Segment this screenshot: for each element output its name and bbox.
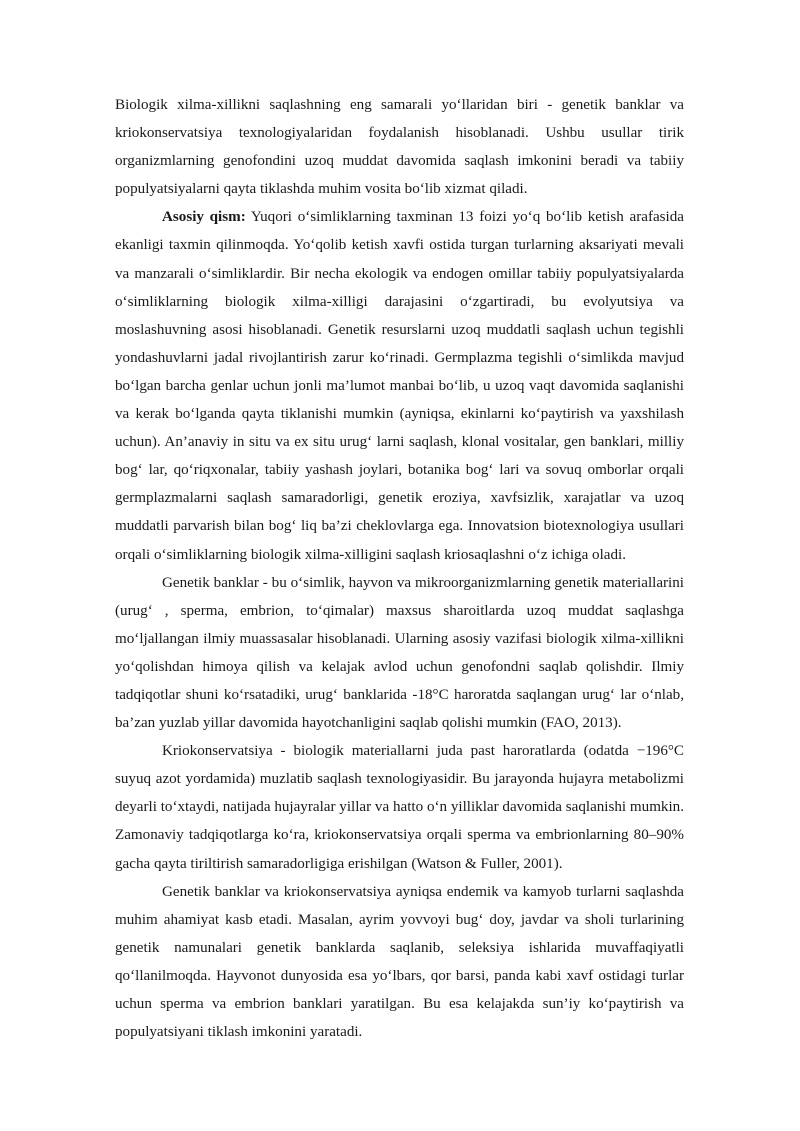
paragraph-genetic-banks-text: Genetik banklar - bu o‘simlik, hayvon va mikroorganizmlarning genetik materiallarini (urug‘ , sperma, embrion, to‘qimalar) maxsus sharoitlarda uzoq muddat saqlashga mo‘ljallangan ilmiy muassasalar hisoblanadi. Ularning asosiy vazifasi biologik xilma-xillikni yo‘qolishdan himoya qilish va kelajak avlod uchun genofondni saqlab qolishdir. Ilmiy tadqiqotlar shuni ko‘rsatadiki, urug‘ banklarida -18°C haroratda saqlangan urug‘ lar o‘nlab, ba’zan yuzlab yillar davomida hayotchanligini saqlab qolishi mumkin (FAO, 2013).	[115, 574, 684, 732]
paragraph-endemic-species-text: Genetik banklar va kriokonservatsiya ayniqsa endemik va kamyob turlarni saqlashda muhim ahamiyat kasb etadi. Masalan, ayrim yovvoyi bug‘ doy, javdar va sholi turlarining genetik namunalari genetik banklarda saqlanib, seleksiya ishlarida muvaffaqiyatli qo‘llanilmoqda. Hayvonot dunyosida esa yo‘lbars, qor barsi, panda kabi xavf ostidagi turlar uchun sperma va embrion banklari yaratilgan. Bu esa kelajakda sun’iy ko‘paytirish va populyatsiyani tiklash imkonini yaratadi.	[115, 883, 684, 1041]
section-lead-label: Asosiy qism:	[162, 209, 246, 226]
paragraph-cryoconservation-text: Kriokonservatsiya - biologik materiallarni juda past haroratlarda (odatda −196°C suyuq azot yordamida) muzlatib saqlash texnologiyasidir. Bu jarayonda hujayra metabolizmi deyarli to‘xtaydi, natijada hujayralar yillar va hatto o‘n yilliklar davomida saqlanishi mumkin. Zamonaviy tadqiqotlarga ko‘ra, kriokonservatsiya orqali sperma va embrionlarning 80–90% gacha qayta tiriltirish samaradorligiga erishilgan (Watson & Fuller, 2001).	[115, 743, 684, 872]
paragraph-intro-text: Biologik xilma-xillikni saqlashning eng samarali yo‘llaridan biri - genetik banklar va kriokonservatsiya texnologiyalaridan foydalanish hisoblanadi. Ushbu usullar tirik organizmlarning genofondini uzoq muddat davomida saqlash imkonini beradi va tabiiy populyatsiyalarni qayta tiklashda muhim vosita bo‘lib xizmat qiladi.	[115, 97, 684, 198]
paragraph-endemic-species	[115, 878, 684, 1047]
paragraph-cryoconservation	[115, 737, 684, 877]
paragraph-main-part	[115, 203, 684, 568]
paragraph-genetic-banks	[115, 569, 684, 738]
document-body	[115, 91, 684, 1046]
paragraph-main-part-text: Yuqori o‘simliklarning taxminan 13 foizi yo‘q bo‘lib ketish arafasida ekanligi taxmin qilinmoqda. Yo‘qolib ketish xavfi ostida turgan turlarning aksariyati mevali va manzarali o‘simliklardir. Bir necha ekologik va endogen omillar tabiiy populyatsiyalarda o‘simliklarning biologik xilma-xilligi darajasini o‘zgartiradi, bu evolyutsiya va moslashuvning asosi hisoblanadi. Genetik resurslarni uzoq muddatli saqlash uchun tegishli yondashuvlarni jadal rivojlantirish zarur ko‘rinadi. Germplazma tegishli o‘simlikda mavjud bo‘lgan barcha genlar uchun jonli ma’lumot manbai bo‘lib, u uzoq vaqt davomida saqlanishi va kerak bo‘lganda qayta tiklanishi mumkin (ayniqsa, ekinlarni ko‘paytirish va yaxshilash uchun). An’anaviy in situ va ex situ urug‘ larni saqlash, klonal vositalar, gen banklari, milliy bog‘ lar, qo‘riqxonalar, tabiiy yashash joylari, botanika bog‘ lari va sovuq omborlar orqali germplazmalarni saqlash samaradorligi, genetik eroziya, xavfsizlik, xarajatlar va uzoq muddatli parvarish bilan bog‘ liq ba’zi cheklovlarga ega. Innovatsion biotexnologiya usullari orqali o‘simliklarning biologik xilma-xilligini saqlash kriosaqlashni o‘z ichiga oladi.	[115, 209, 684, 563]
paragraph-intro	[115, 91, 684, 203]
